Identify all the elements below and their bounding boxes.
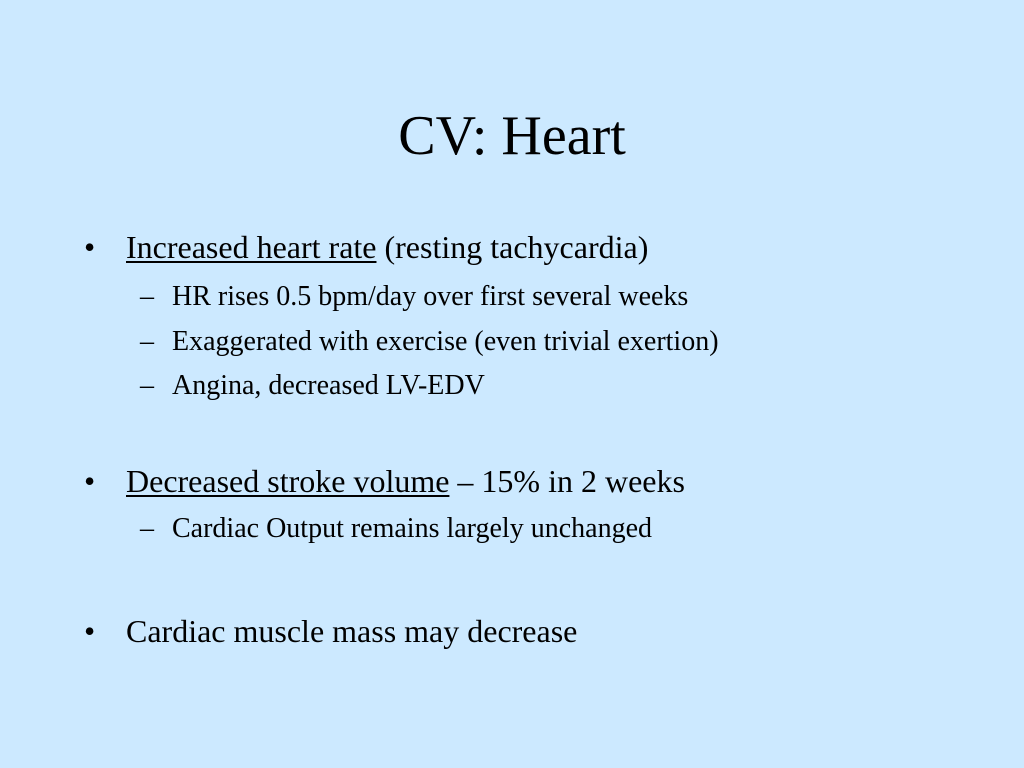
dash-icon: – [140,326,154,357]
bullet-emphasis: Increased heart rate [126,229,377,265]
sub-bullet-item [140,326,719,358]
sub-bullet-text: HR rises 0.5 bpm/day over first several weeks [172,281,689,312]
sub-bullet-text: Exaggerated with exercise (even trivial exertion) [172,326,719,357]
dash-icon: – [140,513,154,544]
sub-bullet-text: Angina, decreased LV-EDV [172,370,485,401]
bullet-text: – 15% in 2 weeks [449,463,685,499]
bullet-text: (resting tachycardia) [376,229,649,265]
bullet-item [84,228,648,266]
bullet-text: Cardiac muscle mass may decrease [126,613,578,649]
sub-bullet-text: Cardiac Output remains largely unchanged [172,513,652,544]
sub-bullet-item [140,513,652,545]
dash-icon: – [140,370,154,401]
sub-bullet-item [140,281,688,313]
bullet-emphasis: Decreased stroke volume [126,463,450,499]
dash-icon: – [140,281,154,312]
bullet-icon: • [84,463,96,499]
bullet-icon: • [84,613,96,649]
bullet-item [84,612,577,650]
sub-bullet-item [140,370,485,402]
bullet-item [84,462,685,500]
slide-title: CV: Heart [398,105,626,167]
bullet-icon: • [84,229,96,265]
